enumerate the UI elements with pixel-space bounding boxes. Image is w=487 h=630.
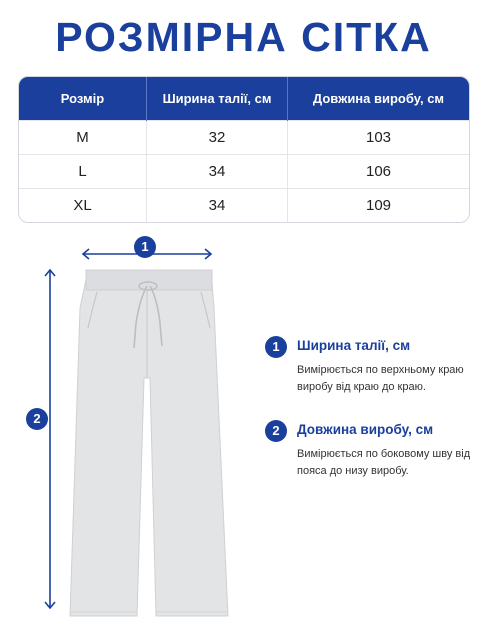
cell-waist: 34 — [147, 155, 288, 189]
pants-shape — [70, 270, 228, 616]
table-row — [19, 155, 469, 189]
cell-size: L — [19, 155, 147, 189]
header-size: Розмір — [19, 77, 147, 121]
cell-length: 109 — [288, 189, 470, 223]
legend-title: Ширина талії, см — [297, 338, 411, 353]
cell-size: XL — [19, 189, 147, 223]
cell-size: M — [19, 121, 147, 155]
legend-title: Довжина виробу, см — [297, 422, 434, 437]
page-title: РОЗМІРНА СІТКА — [55, 14, 432, 60]
legend-number: 1 — [265, 336, 287, 358]
legend-description: Вимірюється по верхньому краю виробу від краю до краю. — [297, 364, 464, 393]
size-table — [18, 76, 470, 223]
marker-1: 1 — [134, 236, 156, 258]
cell-waist: 34 — [147, 189, 288, 223]
length-arrow — [45, 270, 55, 608]
cell-length: 103 — [288, 121, 470, 155]
header-waist: Ширина талії, см — [147, 77, 288, 121]
legend-description: Вимірюється по боковому шву від пояса до низу виробу. — [297, 448, 471, 477]
table-row — [19, 121, 469, 155]
marker-2: 2 — [26, 408, 48, 430]
measurement-diagram — [0, 228, 487, 628]
header-length: Довжина виробу, см — [288, 77, 470, 121]
cell-length: 106 — [288, 155, 470, 189]
table-header-row — [19, 77, 469, 121]
cell-waist: 32 — [147, 121, 288, 155]
table-row — [19, 189, 469, 223]
legend-number: 2 — [265, 420, 287, 442]
